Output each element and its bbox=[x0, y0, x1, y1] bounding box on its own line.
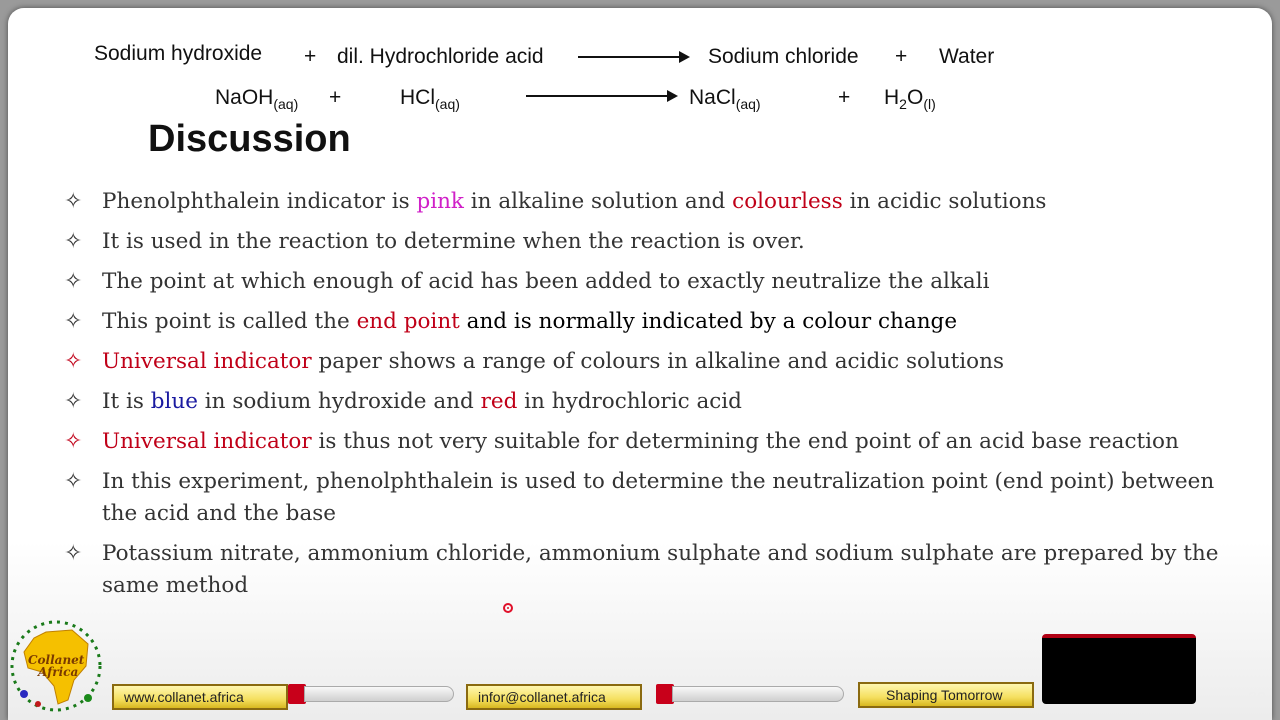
bullet-item: ✧ Universal indicator is thus not very suitable for determining the end point of an acid base reaction bbox=[62, 426, 1222, 458]
website-link[interactable]: www.collanet.africa bbox=[112, 684, 288, 710]
star-bullet-icon: ✧ bbox=[64, 309, 83, 334]
colourless-word: colourless bbox=[732, 189, 843, 214]
red-word: red bbox=[480, 389, 518, 414]
universal-indicator-word: Universal indicator bbox=[102, 349, 312, 374]
laser-pointer-icon bbox=[503, 603, 513, 613]
bullet-item: ✧ It is blue in sodium hydroxide and red in hydrochloric acid bbox=[62, 386, 1222, 418]
logo-line2: Africa bbox=[38, 665, 79, 679]
eq-h2o: $H_2O_{(l)}$ bbox=[884, 86, 936, 112]
bullet-item: ✧ The point at which enough of acid has been added to exactly neutralize the alkali bbox=[62, 266, 1222, 298]
bullet-item: ✧ Phenolphthalein indicator is pink in alkaline solution and colourless in acidic solutions bbox=[62, 186, 1222, 218]
eq-sym-plus2: + bbox=[838, 86, 851, 109]
pink-word: pink bbox=[416, 189, 464, 214]
marker-body bbox=[672, 686, 844, 702]
star-bullet-icon: ✧ bbox=[64, 469, 83, 494]
blue-word: blue bbox=[150, 389, 198, 414]
bullet-item: ✧ Universal indicator paper shows a range of colours in alkaline and acidic solutions bbox=[62, 346, 1222, 378]
star-bullet-icon: ✧ bbox=[64, 389, 83, 414]
star-bullet-icon: ✧ bbox=[64, 269, 83, 294]
universal-indicator-word: Universal indicator bbox=[102, 429, 312, 454]
star-bullet-icon: ✧ bbox=[64, 541, 83, 566]
eq-nacl: NaCl$_{(aq)}$ bbox=[689, 86, 761, 112]
end-point-word: end point bbox=[356, 309, 460, 334]
bullet-item: ✧ This point is called the end point and is normally indicated by a colour change bbox=[62, 306, 1222, 338]
bullet-item: ✧ Potassium nitrate, ammonium chloride, ammonium sulphate and sodium sulphate are prepared by the same method bbox=[62, 538, 1222, 602]
discussion-list bbox=[62, 186, 1222, 610]
slogan-badge: Shaping Tomorrow bbox=[858, 682, 1034, 708]
email-link[interactable]: infor@collanet.africa bbox=[466, 684, 642, 710]
star-bullet-icon: ✧ bbox=[64, 349, 83, 374]
star-bullet-icon: ✧ bbox=[64, 229, 83, 254]
eq-arrow-words bbox=[578, 56, 688, 58]
eq-reactant1: Sodium hydroxide bbox=[94, 42, 263, 65]
eq-hcl: HCl$_{(aq)}$ bbox=[400, 86, 460, 112]
eq-product2: Water bbox=[939, 45, 995, 68]
bullet-item: ✧ In this experiment, phenolphthalein is used to determine the neutralization point (end point) between the acid and the base bbox=[62, 466, 1222, 530]
marker-body bbox=[304, 686, 454, 702]
star-bullet-icon: ✧ bbox=[64, 429, 83, 454]
discussion-heading: Discussion bbox=[148, 118, 351, 160]
eq-product1: Sodium chloride bbox=[708, 45, 859, 68]
eq-reactant2: dil. Hydrochloride acid bbox=[337, 45, 544, 68]
eq-naoh: NaOH$_{(aq)}$ bbox=[215, 86, 299, 112]
eq-plus2: + bbox=[895, 45, 908, 68]
logo-line1: Collanet bbox=[28, 653, 85, 667]
star-bullet-icon: ✧ bbox=[64, 189, 83, 214]
page-number: 29 bbox=[1248, 690, 1266, 707]
eq-sym-plus1: + bbox=[329, 86, 342, 109]
eq-plus1: + bbox=[304, 45, 317, 68]
eq-arrow-symbols bbox=[526, 95, 676, 97]
bullet-item: ✧ It is used in the reaction to determine when the reaction is over. bbox=[62, 226, 1222, 258]
black-box bbox=[1042, 634, 1196, 704]
